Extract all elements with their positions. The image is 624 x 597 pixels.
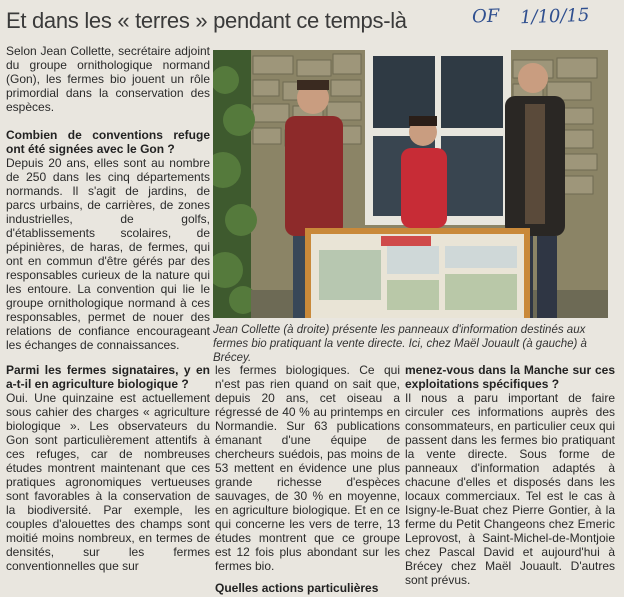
right-column bbox=[405, 363, 615, 587]
middle-column bbox=[215, 363, 400, 595]
headline: Et dans les « terres » pendant ce temps-là bbox=[6, 8, 407, 33]
question-actions-end: menez-vous dans la Manche sur ces exploitations spécifiques ? bbox=[405, 363, 615, 391]
left-column-lower bbox=[6, 363, 210, 573]
question-organic-farms: Parmi les fermes signataires, y en a-t-il en agriculture biologique ? bbox=[6, 363, 210, 391]
handwritten-date-note: 1/10/15 bbox=[519, 4, 590, 29]
question-conventions: Combien de conventions refuge ont été signées avec le Gon ? bbox=[6, 128, 210, 156]
photo-three-people-with-panel bbox=[213, 50, 608, 318]
left-column-upper bbox=[6, 44, 210, 352]
handwritten-source-note: OF bbox=[471, 5, 500, 28]
intro-paragraph: Selon Jean Collette, secrétaire adjoint du groupe ornithologique normand (Gon), les fermes bio jouent un rôle primordial dans la conservation des espèces. bbox=[6, 44, 210, 114]
question-actions-start: Quelles actions particulières bbox=[215, 581, 379, 595]
answer-organic-farms-part1: Oui. Une quinzaine est actuellement sous cahier des charges « agriculture biologique ». Les observateurs du Gon sont particulièrement attentifs à ces refuges, car de nombreuses études montrent maintenant que ces pratiques agronomiques vertueuses sont favorables à la conservation de la biodiversité. Par exemple, les couples d'alouettes des champs sont moitié moins nombreux, en termes de densités, sur les fermes conventionnelles que sur bbox=[6, 391, 210, 573]
answer-actions: Il nous a paru important de faire circuler ces informations auprès des consommateurs, en particulier ceux qui passent dans les fermes bio pratiquant la vente directe. Sous forme de panneaux d'information adaptés à chacune d'elles et disposés dans les locaux commerciaux. Tel est le cas à Isigny-le-Buat chez Pierre Gontier, à la ferme du Petit Changeons chez Emeric Leprovost, à Saint-Michel-de-Montjoie chez Pascal David et aujourd'hui à Brécey chez Maël Jouault. D'autres sont prévus. bbox=[405, 391, 615, 587]
photo-illustration bbox=[213, 50, 608, 318]
answer-organic-farms-part2: les fermes biologiques. Ce qui n'est pas rien quand on sait que, depuis 20 ans, cet oiseau a régressé de 40 % au printemps en Normandie. Sur 63 publications émanant d'une équipe de chercheurs suédois, pas moins de 53 mettent en évidence une plus grande richesse d'espèces sauvages, de 30 % en moyenne, en agriculture biologique. Et en ce qui concerne les vers de terre, 13 études montrent que ce groupe est 12 fois plus abondant sur les fermes bio. bbox=[215, 363, 400, 573]
answer-conventions: Depuis 20 ans, elles sont au nombre de 250 dans les cinq départements normands. Il s'agit de jardins, de parcs urbains, de carrières, de zones industrielles, de golfs, d'établissements scolaires, de pépinières, de haras, de fermes, qui ont en commun d'être gérés par des responsables curieux de la nature qui les entoure. La convention qui lie le groupe ornithologique normand à ces responsables, permet de nouer des relations de confiance encourageant les échanges de connaissances. bbox=[6, 156, 210, 352]
photo-caption: Jean Collette (à droite) présente les panneaux d'information destinés aux fermes bio pratiquant la vente directe. Ici, chez Maël Jouault (à gauche) à Brécey. bbox=[213, 324, 587, 364]
